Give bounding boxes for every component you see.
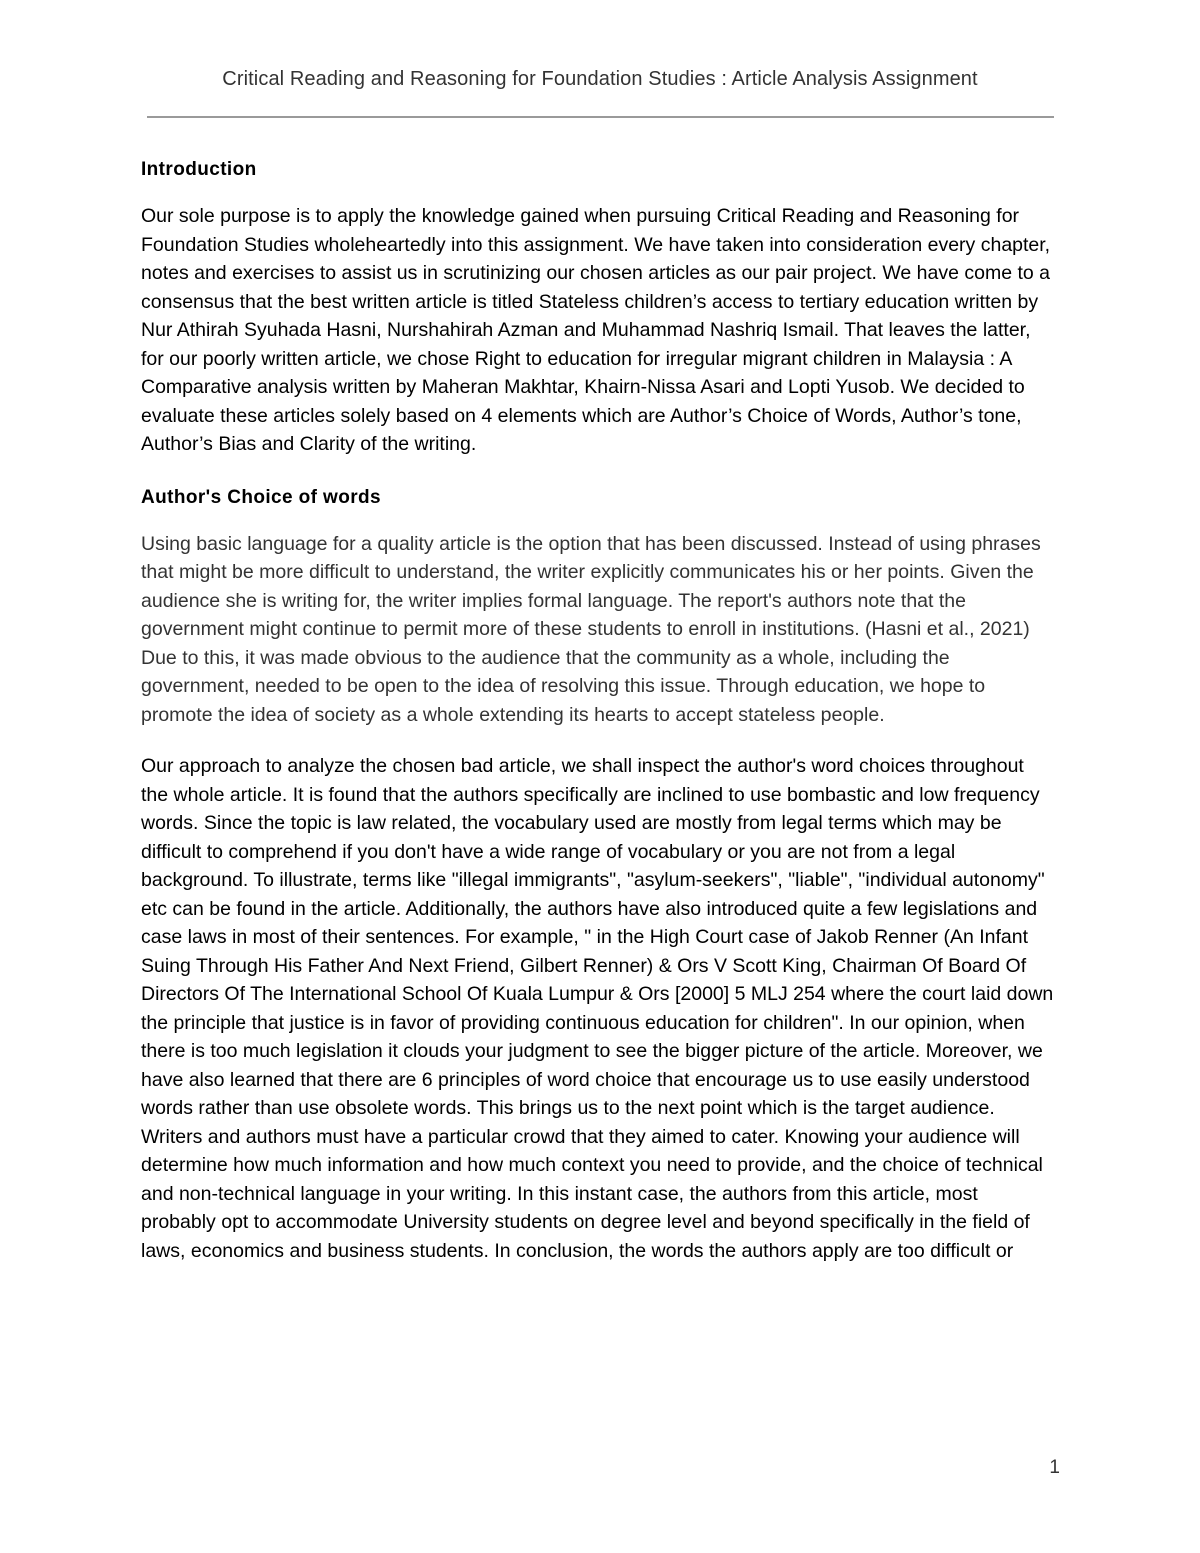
page-header: Critical Reading and Reasoning for Foundation Studies : Article Analysis Assignment bbox=[222, 68, 978, 90]
paragraph-choice-of-words-1: Using basic language for a quality article is the option that has been discussed. Instead of using phrases that might be more difficult to understand, the writer explicitly communicates his or her points. Given the audience she is writing for, the writer implies formal language. The report's authors note that the government might continue to permit more of these students to enroll in institutions. (Hasni et al., 2021) Due to this, it was made obvious to the audience that the community as a whole, including the government, needed to be open to the idea of resolving this issue. Through education, we hope to promote the idea of society as a whole extending its hearts to accept stateless people. bbox=[141, 532, 1041, 726]
paragraph-choice-of-words-2: Our approach to analyze the chosen bad article, we shall inspect the author's word choices throughout the whole article. It is found that the authors specifically are inclined to use bombastic and low frequency words. Since the topic is law related, the vocabulary used are mostly from legal terms which may be difficult to comprehend if you don't have a wide range of vocabulary or you are not from a legal background. To illustrate, terms like "illegal immigrants", "asylum-seekers", "liable", "individual autonomy" etc can be found in the article. Additionally, the authors have also introduced quite a few legislations and case laws in most of their sentences. For example, " in the High Court case of Jakob Renner (An Infant Suing Through His Father And Next Friend, Gilbert Renner) & Ors V Scott King, Chairman Of Board Of Directors Of The International School Of Kuala Lumpur & Ors [2000] 5 MLJ 254 where the court laid down the principle that justice is in favor of providing continuous education for children". In our opinion, when there is too much legislation it clouds your judgment to see the bigger picture of the article. Moreover, we have also learned that there are 6 principles of word choice that encourage us to use easily understood words rather than use obsolete words. This brings us to the next point which is the target audience. Writers and authors must have a particular crowd that they aimed to cater. Knowing your audience will determine how much information and how much context you need to provide, and the choice of technical and non-technical language in your writing. In this instant case, the authors from this article, most probably opt to accommodate University students on degree level and beyond specifically in the field of laws, economics and business students. In conclusion, the words the authors apply are too difficult or bbox=[141, 755, 1054, 1262]
section-heading-choice-of-words: Author's Choice of words bbox=[141, 486, 382, 508]
section-heading-introduction: Introduction bbox=[141, 159, 257, 180]
document-body bbox=[141, 150, 1056, 1265]
page-number: 1 bbox=[1049, 1457, 1060, 1478]
header-divider bbox=[147, 116, 1054, 118]
paragraph-introduction: Our sole purpose is to apply the knowledge gained when pursuing Critical Reading and Reasoning for Foundation Studies wholeheartedly into this assignment. We have taken into consideration every chapter, notes and exercises to assist us in scrutinizing our chosen articles as our pair project. We have come to a consensus that the best written article is titled Stateless children’s access to tertiary education written by Nur Athirah Syuhada Hasni, Nurshahirah Azman and Muhammad Nashriq Ismail. That leaves the latter, for our poorly written article, we chose Right to education for irregular migrant children in Malaysia : A Comparative analysis written by Maheran Makhtar, Khairn-Nissa Asari and Lopti Yusob. We decided to evaluate these articles solely based on 4 elements which are Author’s Choice of Words, Author’s tone, Author’s Bias and Clarity of the writing. bbox=[141, 205, 1051, 455]
